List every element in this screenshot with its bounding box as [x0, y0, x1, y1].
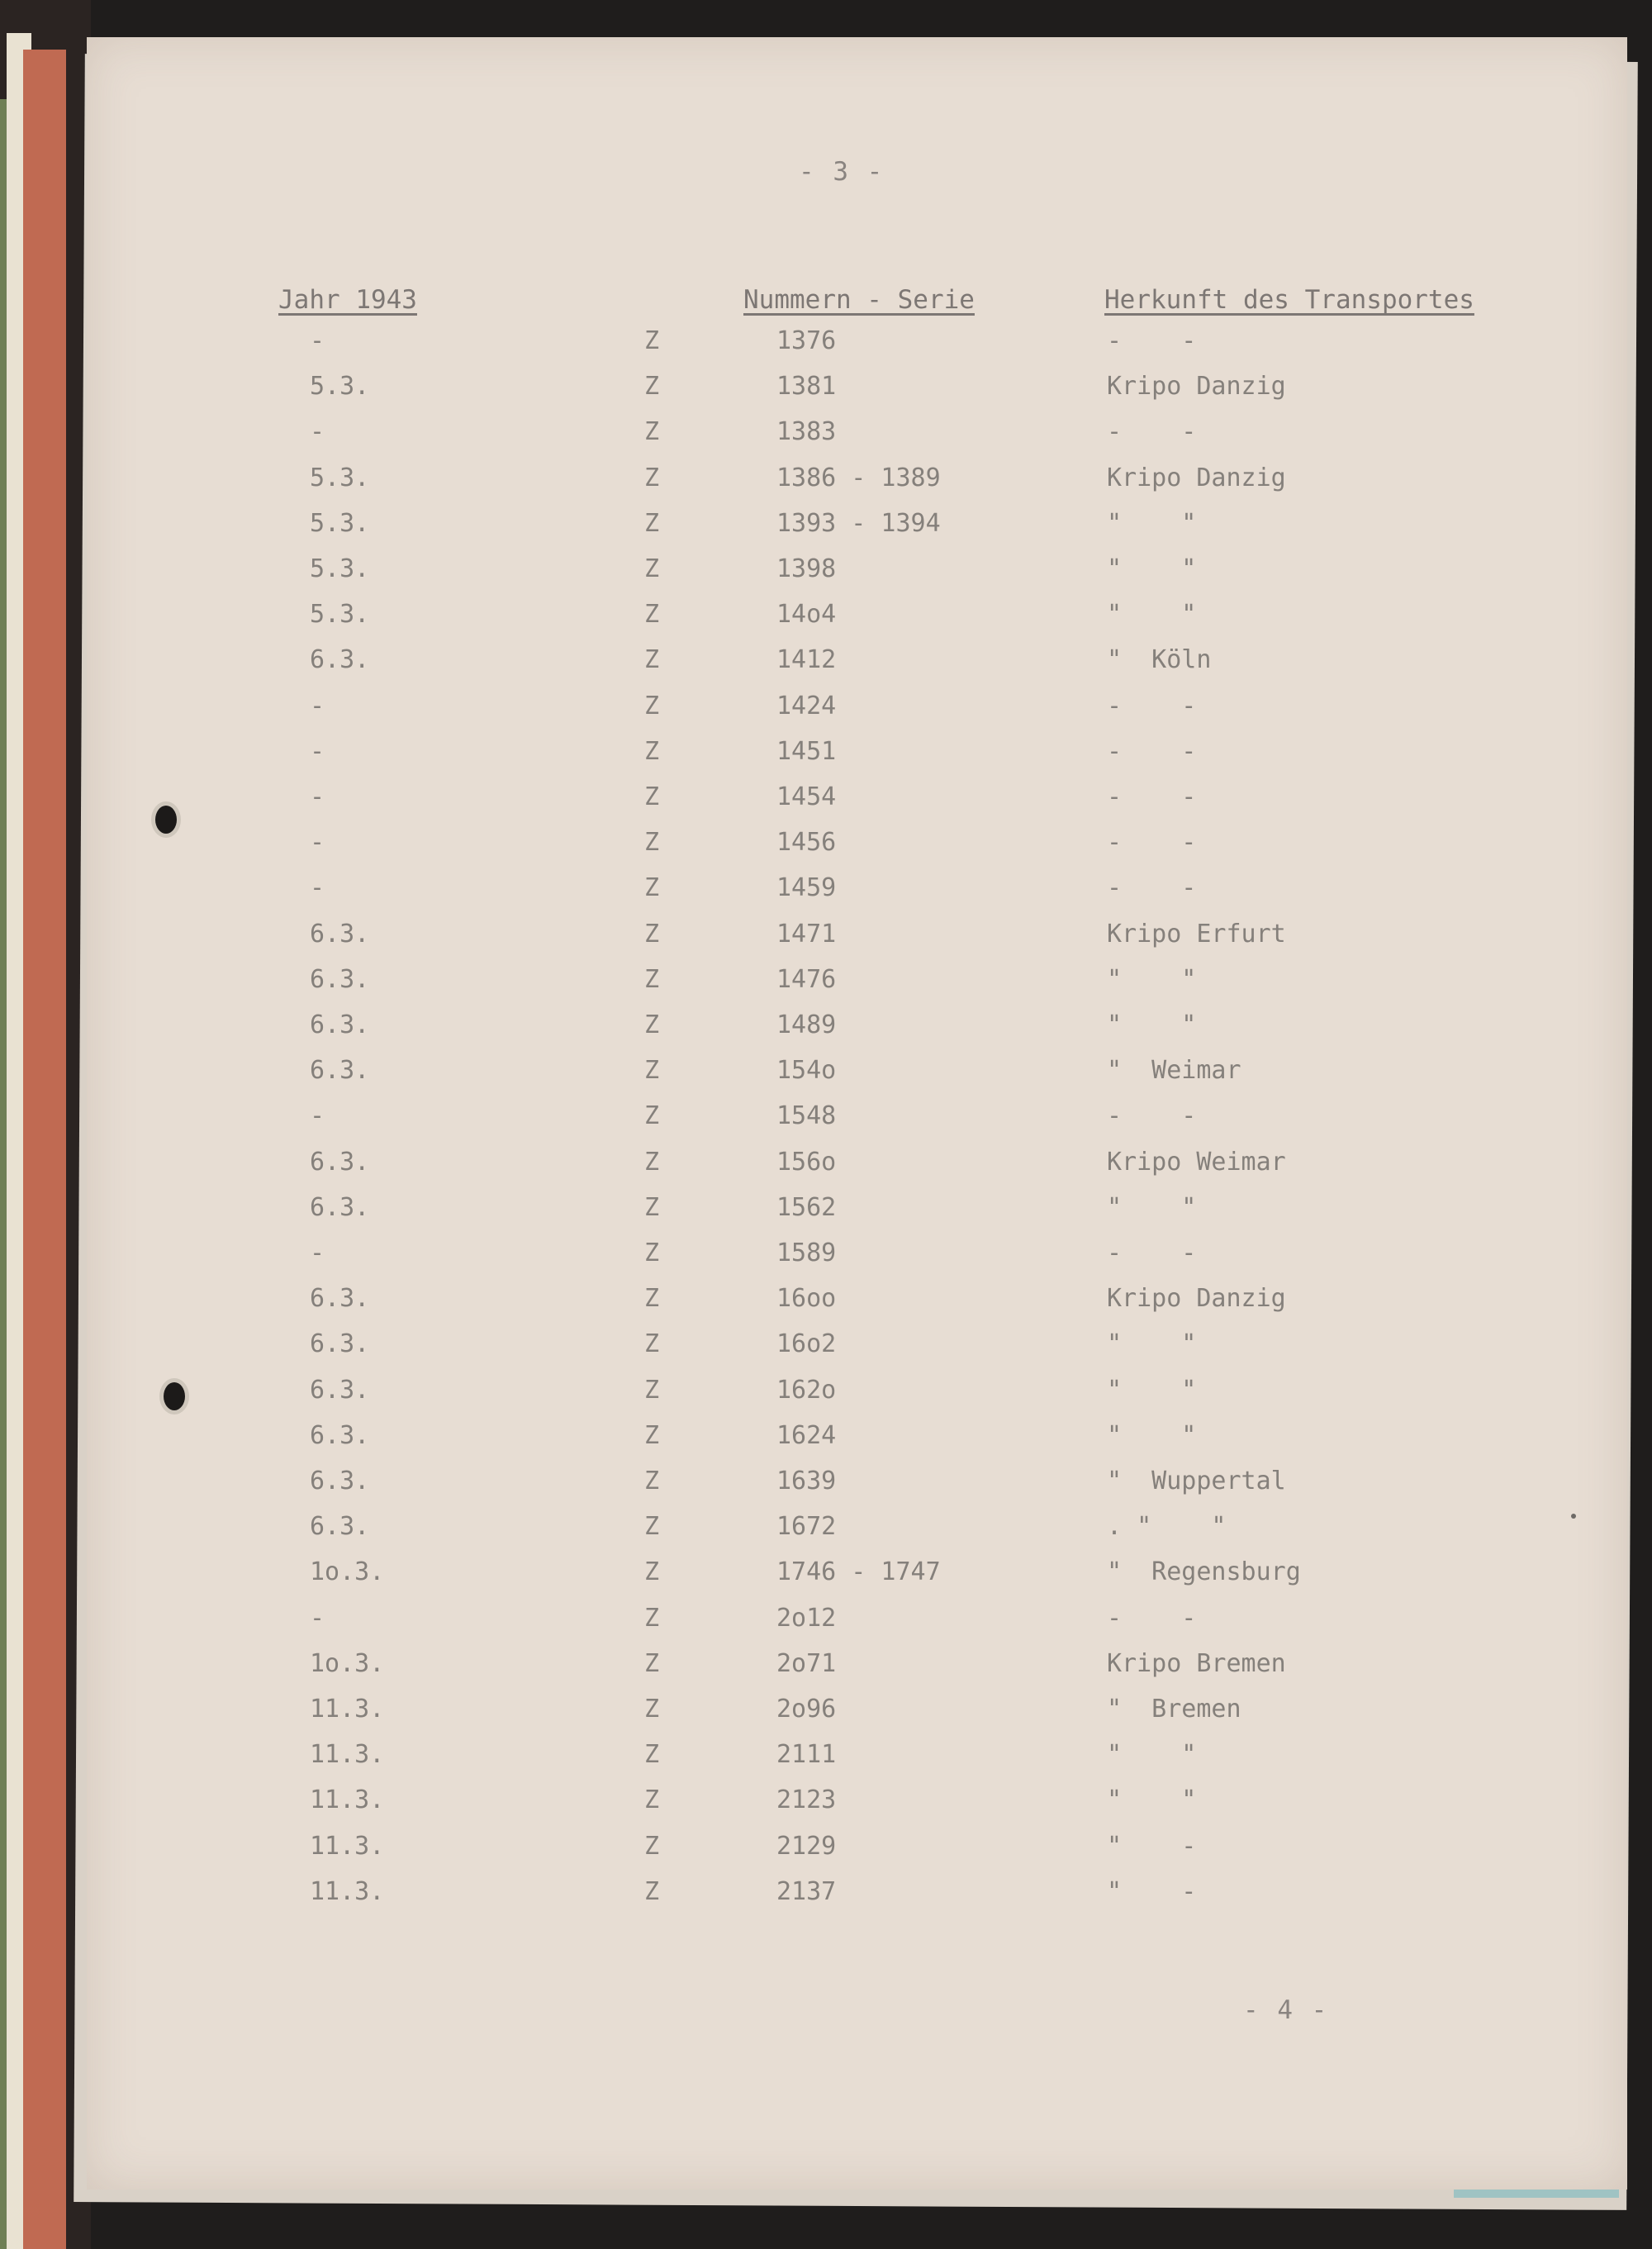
date-cell: 6.3.: [310, 1056, 370, 1086]
z-cell: Z: [644, 554, 660, 583]
table-row: [87, 1284, 1627, 1329]
table-row: [87, 372, 1627, 417]
date-cell: 11.3.: [310, 1740, 385, 1770]
table-row: [87, 600, 1627, 645]
date-cell: 1o.3.: [310, 1648, 385, 1678]
table-row: [87, 1604, 1627, 1649]
date-cell: -: [310, 782, 325, 811]
number-cell: 2137: [776, 1876, 837, 1906]
origin-cell: " Bremen: [1107, 1695, 1241, 1724]
date-cell: 6.3.: [310, 1284, 370, 1314]
z-cell: Z: [644, 1603, 660, 1633]
date-cell: 6.3.: [310, 1512, 370, 1542]
origin-cell: " ": [1107, 964, 1197, 994]
table-row: [87, 1467, 1627, 1512]
origin-cell: - -: [1107, 417, 1197, 447]
z-cell: Z: [644, 1420, 660, 1450]
date-cell: 11.3.: [310, 1831, 385, 1861]
table-row: [87, 1557, 1627, 1603]
date-cell: -: [310, 828, 325, 858]
origin-cell: - -: [1107, 828, 1197, 858]
number-cell: 1398: [776, 554, 837, 583]
number-cell: 2123: [776, 1785, 837, 1815]
number-cell: 154o: [776, 1056, 837, 1086]
number-cell: 1459: [776, 873, 837, 903]
table-row: [87, 965, 1627, 1010]
origin-cell: - -: [1107, 873, 1197, 903]
document-page: [87, 37, 1627, 2190]
number-cell: 162o: [776, 1375, 837, 1405]
number-cell: 14o4: [776, 600, 837, 630]
table-row: [87, 554, 1627, 600]
table-row: [87, 873, 1627, 919]
table-row: [87, 1832, 1627, 1877]
table-row: [87, 509, 1627, 554]
z-cell: Z: [644, 1239, 660, 1267]
table-row: [87, 737, 1627, 782]
z-cell: Z: [644, 1329, 660, 1359]
origin-cell: - -: [1107, 691, 1197, 720]
date-cell: 5.3.: [310, 600, 370, 630]
origin-cell: " ": [1107, 1010, 1197, 1039]
table-row: [87, 1740, 1627, 1785]
table-row: [87, 1649, 1627, 1695]
table-row: [87, 464, 1627, 509]
origin-cell: - -: [1107, 1239, 1197, 1267]
number-cell: 1589: [776, 1239, 837, 1267]
date-cell: 11.3.: [310, 1876, 385, 1906]
origin-cell: " Wuppertal: [1107, 1467, 1286, 1495]
z-cell: Z: [644, 964, 660, 994]
origin-cell: " ": [1107, 1785, 1197, 1815]
origin-cell: Kripo Danzig: [1107, 372, 1286, 402]
z-cell: Z: [644, 645, 660, 675]
z-cell: Z: [644, 1101, 660, 1131]
z-cell: Z: [644, 1831, 660, 1861]
table-row: [87, 1376, 1627, 1421]
z-cell: Z: [644, 1010, 660, 1039]
date-cell: 1o.3.: [310, 1557, 385, 1587]
date-cell: 6.3.: [310, 1010, 370, 1039]
table-row: [87, 1695, 1627, 1740]
z-cell: Z: [644, 1876, 660, 1906]
date-cell: -: [310, 417, 325, 447]
number-cell: 1451: [776, 736, 837, 766]
number-cell: 2o71: [776, 1648, 837, 1678]
origin-cell: " ": [1107, 508, 1197, 538]
z-cell: Z: [644, 1740, 660, 1770]
table-row: [87, 1101, 1627, 1147]
z-cell: Z: [644, 1557, 660, 1587]
ink-speck: [1571, 1514, 1576, 1519]
date-cell: 6.3.: [310, 1420, 370, 1450]
date-cell: 6.3.: [310, 919, 370, 949]
date-cell: -: [310, 1239, 325, 1267]
origin-cell: Kripo Danzig: [1107, 463, 1286, 492]
page-number-bottom: - 4 -: [1243, 1995, 1329, 2025]
date-cell: 5.3.: [310, 508, 370, 538]
origin-cell: Kripo Erfurt: [1107, 919, 1286, 949]
z-cell: Z: [644, 508, 660, 538]
number-cell: 1471: [776, 919, 837, 949]
date-cell: 5.3.: [310, 372, 370, 402]
origin-cell: " Weimar: [1107, 1056, 1241, 1086]
origin-cell: " ": [1107, 600, 1197, 630]
z-cell: Z: [644, 417, 660, 447]
origin-cell: " ": [1107, 1375, 1197, 1405]
table-row: [87, 1239, 1627, 1284]
origin-cell: " ": [1107, 1192, 1197, 1222]
date-cell: -: [310, 736, 325, 766]
z-cell: Z: [644, 1512, 660, 1542]
date-cell: 11.3.: [310, 1695, 385, 1724]
number-cell: 2o12: [776, 1603, 837, 1633]
date-cell: -: [310, 1603, 325, 1633]
table-row: [87, 1877, 1627, 1923]
column-header-year: Jahr 1943: [278, 285, 417, 315]
date-cell: 6.3.: [310, 645, 370, 675]
z-cell: Z: [644, 1375, 660, 1405]
z-cell: Z: [644, 1284, 660, 1314]
table-row: [87, 920, 1627, 965]
date-cell: 6.3.: [310, 1375, 370, 1405]
table-row: [87, 1056, 1627, 1101]
z-cell: Z: [644, 828, 660, 858]
number-cell: 16o2: [776, 1329, 837, 1359]
table-row: [87, 692, 1627, 737]
z-cell: Z: [644, 1695, 660, 1724]
origin-cell: Kripo Weimar: [1107, 1147, 1286, 1177]
number-cell: 1383: [776, 417, 837, 447]
date-cell: 6.3.: [310, 1192, 370, 1222]
origin-cell: - -: [1107, 1603, 1197, 1633]
number-cell: 1412: [776, 645, 837, 675]
column-header-series: Nummern - Serie: [743, 285, 975, 315]
number-cell: 1386 - 1389: [776, 463, 941, 492]
origin-cell: . " ": [1107, 1512, 1227, 1542]
table-row: [87, 1421, 1627, 1467]
z-cell: Z: [644, 1648, 660, 1678]
date-cell: -: [310, 1101, 325, 1131]
number-cell: 1672: [776, 1512, 837, 1542]
number-cell: 1381: [776, 372, 837, 402]
z-cell: Z: [644, 691, 660, 720]
z-cell: Z: [644, 1785, 660, 1815]
date-cell: 6.3.: [310, 964, 370, 994]
origin-cell: - -: [1107, 1101, 1197, 1131]
table-row: [87, 326, 1627, 372]
column-header-origin: Herkunft des Transportes: [1104, 285, 1474, 315]
table-row: [87, 828, 1627, 873]
binder-cover-red: [23, 50, 66, 2249]
number-cell: 2o96: [776, 1695, 837, 1724]
z-cell: Z: [644, 326, 660, 355]
table-row: [87, 1785, 1627, 1831]
origin-cell: " ": [1107, 1740, 1197, 1770]
date-cell: -: [310, 691, 325, 720]
number-cell: 1746 - 1747: [776, 1557, 941, 1587]
origin-cell: - -: [1107, 736, 1197, 766]
number-cell: 156o: [776, 1147, 837, 1177]
z-cell: Z: [644, 873, 660, 903]
date-cell: 6.3.: [310, 1467, 370, 1495]
table-row: [87, 1512, 1627, 1557]
origin-cell: Kripo Bremen: [1107, 1648, 1286, 1678]
number-cell: 1393 - 1394: [776, 508, 941, 538]
origin-cell: " ": [1107, 1420, 1197, 1450]
number-cell: 1456: [776, 828, 837, 858]
origin-cell: " ": [1107, 1329, 1197, 1359]
number-cell: 16oo: [776, 1284, 837, 1314]
number-cell: 1639: [776, 1467, 837, 1495]
number-cell: 1624: [776, 1420, 837, 1450]
table-row: [87, 417, 1627, 463]
z-cell: Z: [644, 1192, 660, 1222]
number-cell: 1562: [776, 1192, 837, 1222]
date-cell: 6.3.: [310, 1329, 370, 1359]
table-row: [87, 782, 1627, 828]
table-row: [87, 1329, 1627, 1375]
z-cell: Z: [644, 1147, 660, 1177]
z-cell: Z: [644, 919, 660, 949]
z-cell: Z: [644, 600, 660, 630]
origin-cell: " Köln: [1107, 645, 1212, 675]
number-cell: 1376: [776, 326, 837, 355]
number-cell: 1476: [776, 964, 837, 994]
z-cell: Z: [644, 782, 660, 811]
origin-cell: - -: [1107, 326, 1197, 355]
table-row: [87, 1193, 1627, 1239]
number-cell: 2129: [776, 1831, 837, 1861]
table-row: [87, 1010, 1627, 1056]
origin-cell: " -: [1107, 1831, 1197, 1861]
date-cell: 5.3.: [310, 463, 370, 492]
z-cell: Z: [644, 463, 660, 492]
origin-cell: Kripo Danzig: [1107, 1284, 1286, 1314]
date-cell: 6.3.: [310, 1147, 370, 1177]
date-cell: 5.3.: [310, 554, 370, 583]
number-cell: 1489: [776, 1010, 837, 1039]
origin-cell: - -: [1107, 782, 1197, 811]
number-cell: 2111: [776, 1740, 837, 1770]
z-cell: Z: [644, 1056, 660, 1086]
number-cell: 1424: [776, 691, 837, 720]
number-cell: 1548: [776, 1101, 837, 1131]
origin-cell: " -: [1107, 1876, 1197, 1906]
table-row: [87, 645, 1627, 691]
origin-cell: " ": [1107, 554, 1197, 583]
date-cell: -: [310, 873, 325, 903]
table-row: [87, 1148, 1627, 1193]
z-cell: Z: [644, 736, 660, 766]
z-cell: Z: [644, 1467, 660, 1495]
page-number-top: - 3 -: [799, 157, 885, 187]
origin-cell: " Regensburg: [1107, 1557, 1301, 1587]
date-cell: 11.3.: [310, 1785, 385, 1815]
date-cell: -: [310, 326, 325, 355]
number-cell: 1454: [776, 782, 837, 811]
z-cell: Z: [644, 372, 660, 402]
